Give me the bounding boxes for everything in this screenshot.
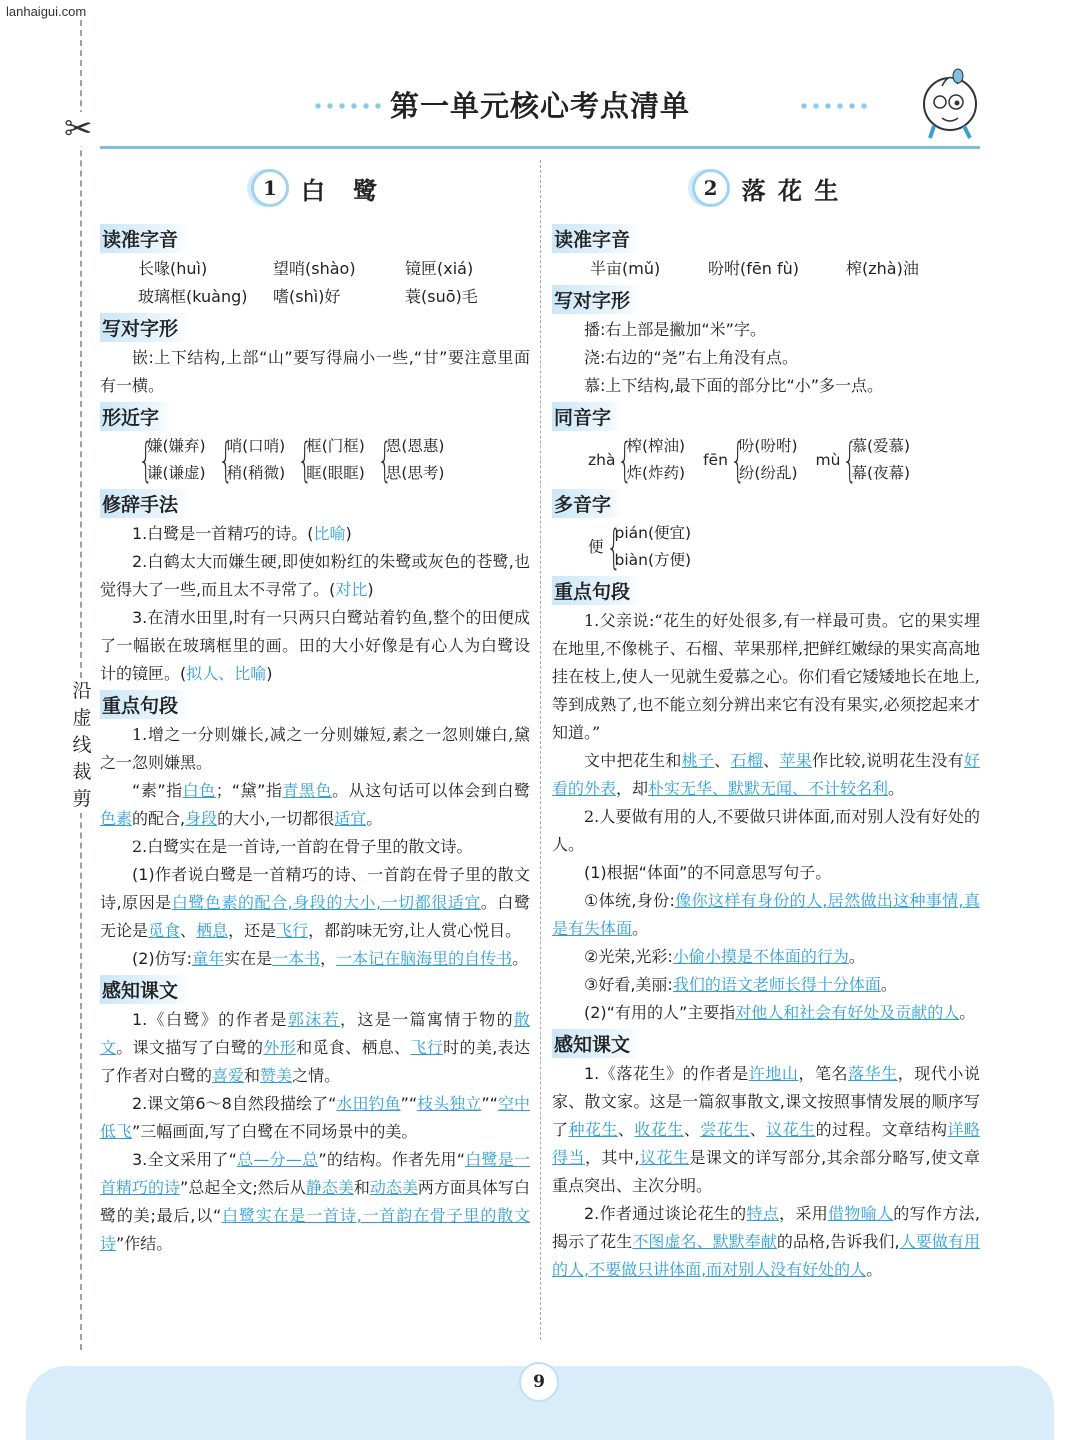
answer-text: 借物喻人 [828,1204,894,1223]
section-heading: 写对字形 [100,313,190,342]
homophone-char: 榨(榨油) [626,437,686,455]
body-text: 的品格,告诉我们, [776,1232,900,1251]
similar-char-group: { 嫌(嫌弃) 谦(谦虚) [138,433,206,487]
section-heading: 读准字音 [100,224,190,253]
body-text: 。 [632,919,649,938]
rhetoric-item [100,520,530,548]
polyphone-char: 便 [588,537,604,556]
body-text: 文中把花生和 [584,751,682,770]
key-sentence: 2.人要做有用的人,不要做只讲体面,而对别人没有好处的人。 [552,807,980,854]
section-heading: 写对字形 [552,285,642,314]
similar-char: 眶(眼眶) [306,464,365,482]
answer-text: 议花生 [766,1120,816,1139]
answer-text: 桃子 [681,751,715,770]
pinyin-item: 榨(zhà)油 [846,259,919,278]
answer-text: 水田钓鱼 [336,1094,401,1113]
answer-text: 青黑色 [282,781,333,800]
answer: 拟人、比喻 [186,664,267,683]
cut-label [70,678,94,813]
key-analysis [552,747,980,803]
body-text: 。 [888,779,905,798]
body-text: 。课文描写了白鹭的 [116,1038,264,1057]
text: 3.在清水田里,时有一只两只白鹭站着钓鱼,整个的田便成了一幅嵌在玻璃框里的画。田的大小好像是有心人为白鹭设计的镜匣。( [100,608,530,683]
pinyin-item: 半亩(mǔ) [590,259,661,278]
answer-text: 人要做有用的人,不要做只讲体面,而对别人没有好处的人 [552,1232,980,1279]
title-bar [100,80,980,140]
body-text: 。 [866,1260,883,1279]
answer-text: 收花生 [634,1120,684,1139]
answer-text: 种花生 [568,1120,618,1139]
homophone-group: fēn { 吩(吩咐) 纷(纷乱) [703,433,798,487]
lesson-1-column [100,160,530,1258]
lesson-title: 白 鹭 [301,175,379,205]
body-text: 是课文的详写部分,其余部分略写,使文章重点突出、主次分明。 [552,1148,980,1195]
answer-text: 对他人和社会有好处及贡献的人 [735,1003,960,1022]
lesson-number: 1 [251,169,289,207]
similar-char-group: { 哨(口哨) 稍(稍微) [218,433,286,487]
similar-char: 框(门框) [306,437,365,455]
section-heading: 修辞手法 [100,489,190,518]
body-text: 两方面具体写白鹭的美;最后,以“ [100,1178,530,1225]
body-text: 和 [353,1178,370,1197]
answer-text: 白鹭色素的配合,身段的大小,一切都很适宜 [171,893,481,912]
similar-char: 谦(谦虚) [147,464,206,482]
similar-chars [136,433,530,487]
answer-text: 石榴 [730,751,764,770]
body-text: 的大小,一切都很 [217,809,335,828]
pinyin-item: 吩咐(fēn fù) [708,259,799,278]
answer-text: 尝花生 [700,1120,750,1139]
text-summary [100,1146,530,1258]
pinyin-item: 嗜(shì)好 [273,287,341,306]
homophone-pinyin: zhà [588,450,616,469]
body-text: ”总起全文;然后从 [180,1178,306,1197]
body-text: ③好看,美丽: [584,975,673,994]
cut-label-char: 裁 [72,761,92,783]
column-divider [540,160,541,1340]
pinyin-item: 玻璃框(kuàng) [138,287,248,306]
answer-text: 童年 [192,949,225,968]
polyphone-reading: pián(便宜) [614,524,692,542]
text-summary [100,1006,530,1090]
answer-text: 朴实无华、默默无闻、不计较名利 [648,779,889,798]
body-text: ，笔名 [798,1064,849,1083]
answer-text: 许地山 [748,1064,799,1083]
rhetoric-item [100,604,530,688]
answer-text: 身段 [185,809,218,828]
similar-char: 哨(口哨) [226,437,286,455]
scissors-icon: ✂ [64,109,93,149]
answer-text: 议花生 [639,1148,690,1167]
page-title: 第一单元核心考点清单 [389,89,690,123]
body-text: 。 [880,975,897,994]
body-text: 。 [366,809,383,828]
cut-label-char: 线 [72,734,92,756]
answer-text: 郭沫若 [287,1010,341,1029]
body-text: ”“ [400,1094,418,1113]
homophone-char: 慕(爱慕) [851,437,911,455]
answer-text: 适宜 [334,809,367,828]
body-text: (1)作者说白鹭是一首精巧的诗、一首韵在骨子里的散文诗,原因是 [100,865,530,912]
key-analysis [552,887,980,943]
body-text: ，其中, [584,1148,640,1167]
answer-text: 静态美 [305,1178,354,1197]
body-text: ②光荣,光彩: [584,947,673,966]
body-text: 、 [763,751,780,770]
homophone-char: 幕(夜幕) [851,464,911,482]
key-analysis [552,971,980,999]
answer-text: 散文 [100,1010,530,1057]
text: ) [345,524,352,543]
answer-text: 不图虚名、默默奉献 [632,1232,777,1251]
key-sentence: 1.增之一分则嫌长,减之一分则嫌短,素之一忽则嫌白,黛之一忽则嫌黑。 [100,725,530,772]
section-heading: 同音字 [552,402,623,431]
body-text: 、 [180,921,197,940]
polyphone [588,520,980,574]
body-text: 、 [749,1120,767,1139]
lesson-title: 落 花 生 [741,175,841,205]
answer-text: 详略得当 [552,1120,980,1167]
pinyin-row [552,255,980,283]
key-sentence: 1.父亲说:“花生的好处很多,有一样最可贵。它的果实埋在地里,不像桃子、石榴、苹果那样,把鲜红嫩绿的果实高高地挂在枝上,使人一见就生爱慕之心。你们看它矮矮地长在地上,等到成熟了,也不能立刻分辨出来它有没有果实,必须挖起来才知道。” [552,611,980,742]
key-analysis: (1)根据“体面”的不同意思写句子。 [584,863,832,882]
lesson-2-column [552,160,980,1284]
answer-text: 飞行 [276,921,309,940]
answer-text: 飞行 [410,1038,444,1057]
lesson-number: 2 [692,169,730,207]
body-text: 的写作方法,揭示了花生 [552,1204,980,1251]
section-heading: 读准字音 [552,224,642,253]
answer-text: 落华生 [848,1064,898,1083]
body-text: 实在是 [224,949,273,968]
body-text: ，采用 [779,1204,829,1223]
homophone-char: 炸(炸药) [626,464,686,482]
similar-char-group: { 框(门框) 眶(眼眶) [297,433,365,487]
watermark: lanhaigui.com [6,4,87,19]
body-text: 2.作者通过谈论花生的 [584,1204,747,1223]
answer-text: 一本书 [272,949,321,968]
body-text: 2.课文第6～8自然段描绘了“ [132,1094,337,1113]
similar-char: 稍(稍微) [226,464,286,482]
text-summary [100,1090,530,1146]
rhetoric-item [100,548,530,604]
homophones [588,433,980,487]
homophone-char: 吩(吩咐) [738,437,798,455]
section-heading: 形近字 [100,402,171,431]
body-text: 。从这句话可以体会到白鹭 [332,781,530,800]
section-heading: 多音字 [552,489,623,518]
body-text: (2)“有用的人”主要指 [584,1003,736,1022]
glyph-note: 嵌:上下结构,上部“山”要写得扁小一些,“甘”要注意里面有一横。 [100,348,530,395]
homophone-group: mù { 慕(爱慕) 幕(夜幕) [815,433,911,487]
answer-text: 外形 [263,1038,297,1057]
body-text: 的配合, [132,809,186,828]
key-analysis [552,943,980,971]
cut-label-char: 沿 [72,680,92,702]
glyph-note: 浇:右边的“尧”右上角没有点。 [584,348,798,367]
key-analysis [552,999,980,1027]
body-text: 、 [683,1120,701,1139]
cut-label-char: 虚 [72,707,92,729]
answer-text: 像你这样有身份的人,居然做出这种事情,真是有失体面 [552,891,980,938]
page-number: 9 [519,1362,559,1402]
glyph-note: 播:右上部是撇加“米”字。 [584,320,766,339]
answer-text: 一本记在脑海里的自传书 [336,949,513,968]
pinyin-row [100,255,530,283]
answer-text: 枝头独立 [417,1094,482,1113]
polyphone-group: 便 { pián(便宜) biàn(方便) [588,520,692,574]
body-text: ”三幅画面,写了白鹭在不同场景中的美。 [132,1122,418,1141]
body-text: ，这是一篇寓情于物的 [340,1010,514,1029]
body-text: 。 [959,1003,976,1022]
similar-char-group: { 恩(恩惠) 思(思考) [377,433,445,487]
pinyin-item: 镜匣(xiá) [405,259,474,278]
answer-text: 赞美 [260,1066,293,1085]
answer-text: 苹果 [779,751,813,770]
answer-text: 我们的语文老师长得十分体面 [672,975,881,994]
body-text: 、 [617,1120,635,1139]
body-text: 时的美,表达了作者对白鹭的 [100,1038,530,1085]
answer-text: 总—分—总 [236,1150,319,1169]
section-heading: 重点句段 [100,690,190,719]
homophone-group: zhà { 榨(榨油) 炸(炸药) [588,433,686,487]
key-analysis [100,945,530,973]
similar-char: 恩(恩惠) [385,437,445,455]
body-text: 1.《白鹭》的作者是 [132,1010,288,1029]
answer-text: 栖息 [196,921,229,940]
title-rule [100,146,980,149]
body-text: 。 [512,949,529,968]
polyphone-reading: biàn(方便) [614,551,692,569]
body-text: ①体统,身份: [584,891,675,910]
pinyin-item: 望哨(shào) [273,259,356,278]
body-text: 、 [714,751,731,770]
body-text: (2)仿写: [132,949,193,968]
homophone-pinyin: mù [815,450,841,469]
answer-text: 小偷小摸是不体面的行为 [672,947,849,966]
pinyin-row [100,283,530,311]
body-text: ”的结构。作者先用“ [318,1150,466,1169]
body-text: ”作结。 [116,1234,173,1253]
section-heading: 感知课文 [552,1029,642,1058]
body-text: ， [320,949,337,968]
body-text: 的过程。文章结构 [815,1120,948,1139]
body-text: ，都韵味无穷,让人赏心悦目。 [308,921,522,940]
answer-text: 好看的外表 [552,751,980,798]
body-text: 之情。 [292,1066,341,1085]
body-text: ，却 [616,779,649,798]
lesson-1-header [100,160,530,216]
body-text: ”“ [481,1094,498,1113]
similar-char: 嫌(嫌弃) [147,437,206,455]
text: ) [367,580,374,599]
section-heading: 重点句段 [552,576,642,605]
answer-text: 白鹭是一首精巧的诗 [100,1150,530,1197]
body-text: 3.全文采用了“ [132,1150,237,1169]
body-text: 1.《落花生》的作者是 [584,1064,749,1083]
body-text: 。白鹭无论是 [100,893,530,940]
key-analysis [100,861,530,945]
title-dots-right [798,102,868,110]
body-text: 和觅食、栖息、 [296,1038,411,1057]
answer-text: 动态美 [369,1178,418,1197]
text-summary [552,1060,980,1200]
text: 1.白鹭是一首精巧的诗。( [132,524,314,543]
key-analysis [100,777,530,833]
similar-char: 思(思考) [385,464,445,482]
body-text: 作比较,说明花生没有 [812,751,964,770]
body-text: 和 [244,1066,261,1085]
body-text: “素”指 [132,781,183,800]
answer-text: 特点 [746,1204,780,1223]
answer-text: 白色 [182,781,216,800]
cut-label-char: 剪 [72,788,92,810]
lesson-2-header [552,160,980,216]
key-sentence: 2.白鹭实在是一首诗,一首韵在骨子里的散文诗。 [132,837,473,856]
body-text: 。 [848,947,865,966]
homophone-pinyin: fēn [703,450,728,469]
homophone-char: 纷(纷乱) [738,464,798,482]
answer-text: 喜爱 [212,1066,245,1085]
answer-text: 色素 [100,809,133,828]
text-summary [552,1200,980,1284]
answer-text: 觅食 [148,921,181,940]
answer: 对比 [335,580,368,599]
text: 2.白鹤太大而嫌生硬,即使如粉红的朱鹭或灰色的苍鹭,也觉得大了一些,而且太不寻常了。( [100,552,530,599]
body-text: ，现代小说家、散文家。这是一篇叙事散文,课文按照事情发展的顺序写了 [552,1064,980,1139]
section-heading: 感知课文 [100,975,190,1004]
body-text: ，还是 [228,921,277,940]
pinyin-item: 蓑(suō)毛 [405,287,478,306]
text: ) [266,664,273,683]
glyph-note: 慕:上下结构,最下面的部分比“小”多一点。 [584,376,884,395]
answer-text: 空中低飞 [100,1094,530,1141]
answer: 比喻 [313,524,346,543]
mascot-icon [914,66,984,142]
body-text: ；“黛”指 [215,781,283,800]
answer-text: 白鹭实在是一首诗,一首韵在骨子里的散文诗 [100,1206,530,1253]
pinyin-item: 长喙(huì) [138,259,208,278]
